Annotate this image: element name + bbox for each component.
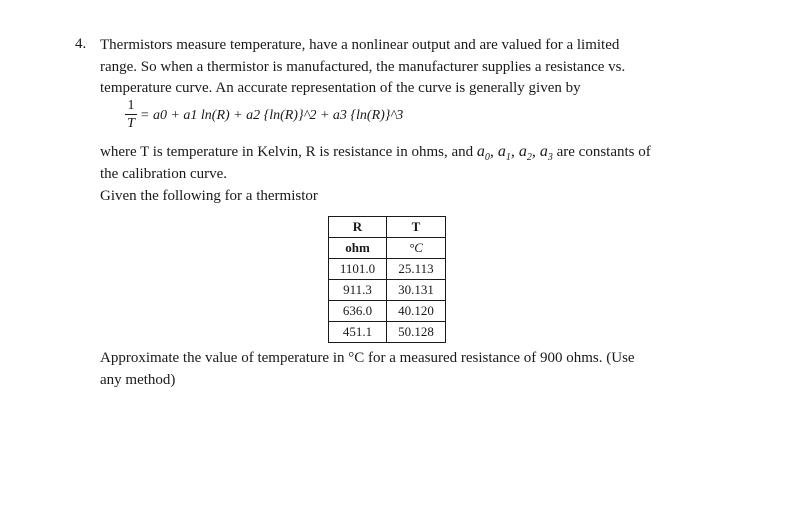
cell-t: 25.113: [387, 259, 446, 280]
table-row: [329, 301, 446, 322]
header-t: T: [387, 217, 446, 238]
cell-t: 50.128: [387, 322, 446, 343]
formula-rhs-text: = a0 + a1 ln(R) + a2 {ln(R)}^2 + a3 {ln(R)}^3: [140, 108, 404, 123]
unit-r: ohm: [329, 238, 387, 259]
unit-t: °C: [387, 238, 446, 259]
question-line-1: Approximate the value of temperature in °C for a measured resistance of 900 ohms. (Use: [100, 350, 635, 366]
table-row: [329, 280, 446, 301]
cell-r: 911.3: [329, 280, 387, 301]
where-line-2: the calibration curve.: [100, 166, 228, 182]
cell-r: 451.1: [329, 322, 387, 343]
intro-line-3: temperature curve. An accurate representation of the curve is generally given by: [100, 80, 581, 96]
cell-t: 40.120: [387, 301, 446, 322]
question-line-2: any method): [100, 372, 176, 388]
where-suffix: are constants of: [556, 144, 651, 160]
table-units-row: [329, 238, 446, 259]
table-row: [329, 259, 446, 280]
constants-symbols: $a_0$, $a_1$, $a_2$, $a_3$: [476, 143, 553, 164]
cell-r: 636.0: [329, 301, 387, 322]
given-line: Given the following for a thermistor: [100, 188, 318, 204]
formula-fraction: [124, 98, 138, 132]
formula-denominator: T: [127, 116, 135, 131]
table-header-row: [329, 217, 446, 238]
problem-number: 4.: [75, 36, 87, 52]
thermistor-table: [328, 216, 446, 343]
formula-rhs: [140, 108, 403, 124]
formula-numerator: 1: [127, 98, 135, 113]
intro-line-2: range. So when a thermistor is manufactured, the manufacturer supplies a resistance vs.: [100, 59, 626, 75]
cell-t: 30.131: [387, 280, 446, 301]
cell-r: 1101.0: [329, 259, 387, 280]
header-r: R: [329, 217, 387, 238]
intro-line-1: Thermistors measure temperature, have a nonlinear output and are valued for a limited: [100, 37, 620, 53]
table-row: [329, 322, 446, 343]
where-prefix: where T is temperature in Kelvin, R is resistance in ohms, and: [100, 144, 474, 160]
